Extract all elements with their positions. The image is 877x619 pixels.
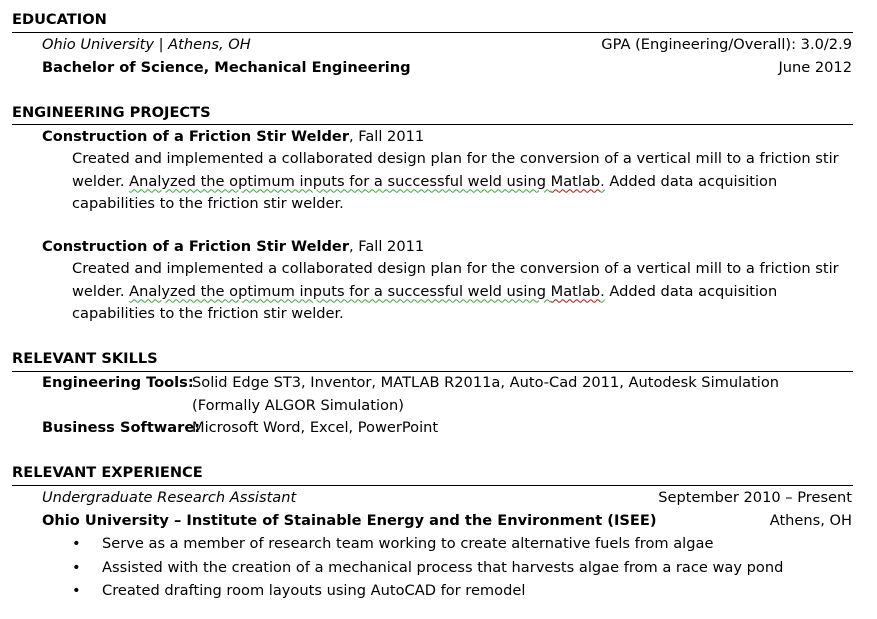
project-date: , Fall 2011 <box>349 128 425 145</box>
education-heading: EDUCATION <box>12 11 107 28</box>
bullet-icon: • <box>72 559 81 576</box>
project-text-b-red: Matlab <box>550 282 601 300</box>
skills-tools-value: Solid Edge ST3, Inventor, MATLAB R2011a, Auto-Cad 2011, Autodesk Simulation (Formally ALGOR Simulation) <box>192 374 780 414</box>
education-gpa: GPA (Engineering/Overall): 3.0/2.9 <box>601 36 852 53</box>
project-text-b-red: Matlab <box>550 172 601 190</box>
list-item <box>72 582 525 600</box>
project-description <box>72 258 852 326</box>
project-text-a: Created and implemented a collaborated design plan for the conversion of a vertical mill to a friction stir welder. <box>72 150 839 190</box>
experience-heading: RELEVANT EXPERIENCE <box>12 464 203 481</box>
education-date: June 2012 <box>778 59 852 76</box>
project-text-b-post: . <box>600 172 605 190</box>
project-name: Construction of a Friction Stir Welder <box>42 128 350 145</box>
bullet-text: Serve as a member of research team working to create alternative fuels from algae <box>102 535 714 552</box>
experience-org: Ohio University – Institute of Stainable Energy and the Environment (ISEE) <box>42 512 657 529</box>
project-name: Construction of a Friction Stir Welder <box>42 238 350 255</box>
skills-tools-label: Engineering Tools: <box>42 374 194 391</box>
experience-role: Undergraduate Research Assistant <box>42 489 297 506</box>
skills-software-label: Business Software: <box>42 419 201 436</box>
project-text-a: Created and implemented a collaborated design plan for the conversion of a vertical mill to a friction stir welder. <box>72 260 839 300</box>
experience-location: Athens, OH <box>769 512 852 529</box>
project-description <box>72 148 852 216</box>
list-item <box>72 559 783 577</box>
education-degree: Bachelor of Science, Mechanical Engineering <box>42 59 411 76</box>
project-text-b <box>129 283 605 300</box>
project-text-c: Added data acquisition capabilities to the friction stir welder. <box>72 172 778 212</box>
project-text-b-post: . <box>600 282 605 300</box>
experience-dates: September 2010 – Present <box>658 489 852 506</box>
projects-heading: ENGINEERING PROJECTS <box>12 104 211 121</box>
project-text-c: Added data acquisition capabilities to the friction stir welder. <box>72 282 778 322</box>
projects-rule <box>12 124 853 125</box>
project-date: , Fall 2011 <box>349 238 425 255</box>
skills-software-value: Microsoft Word, Excel, PowerPoint <box>192 419 439 436</box>
project-title <box>42 128 424 146</box>
bullet-icon: • <box>72 582 81 599</box>
bullet-text: Created drafting room layouts using AutoCAD for remodel <box>102 582 526 599</box>
education-school: Ohio University | Athens, OH <box>42 36 251 53</box>
bullet-text: Assisted with the creation of a mechanical process that harvests algae from a race way pond <box>102 559 784 576</box>
project-text-b <box>129 173 605 190</box>
education-rule <box>12 32 853 33</box>
project-text-b-pre: Analyzed the optimum inputs for a successful weld using <box>129 172 551 190</box>
project-text-b-pre: Analyzed the optimum inputs for a successful weld using <box>129 282 551 300</box>
bullet-icon: • <box>72 535 81 552</box>
project-title <box>42 238 424 256</box>
list-item <box>72 535 713 553</box>
skills-heading: RELEVANT SKILLS <box>12 350 158 367</box>
experience-rule <box>12 485 853 486</box>
